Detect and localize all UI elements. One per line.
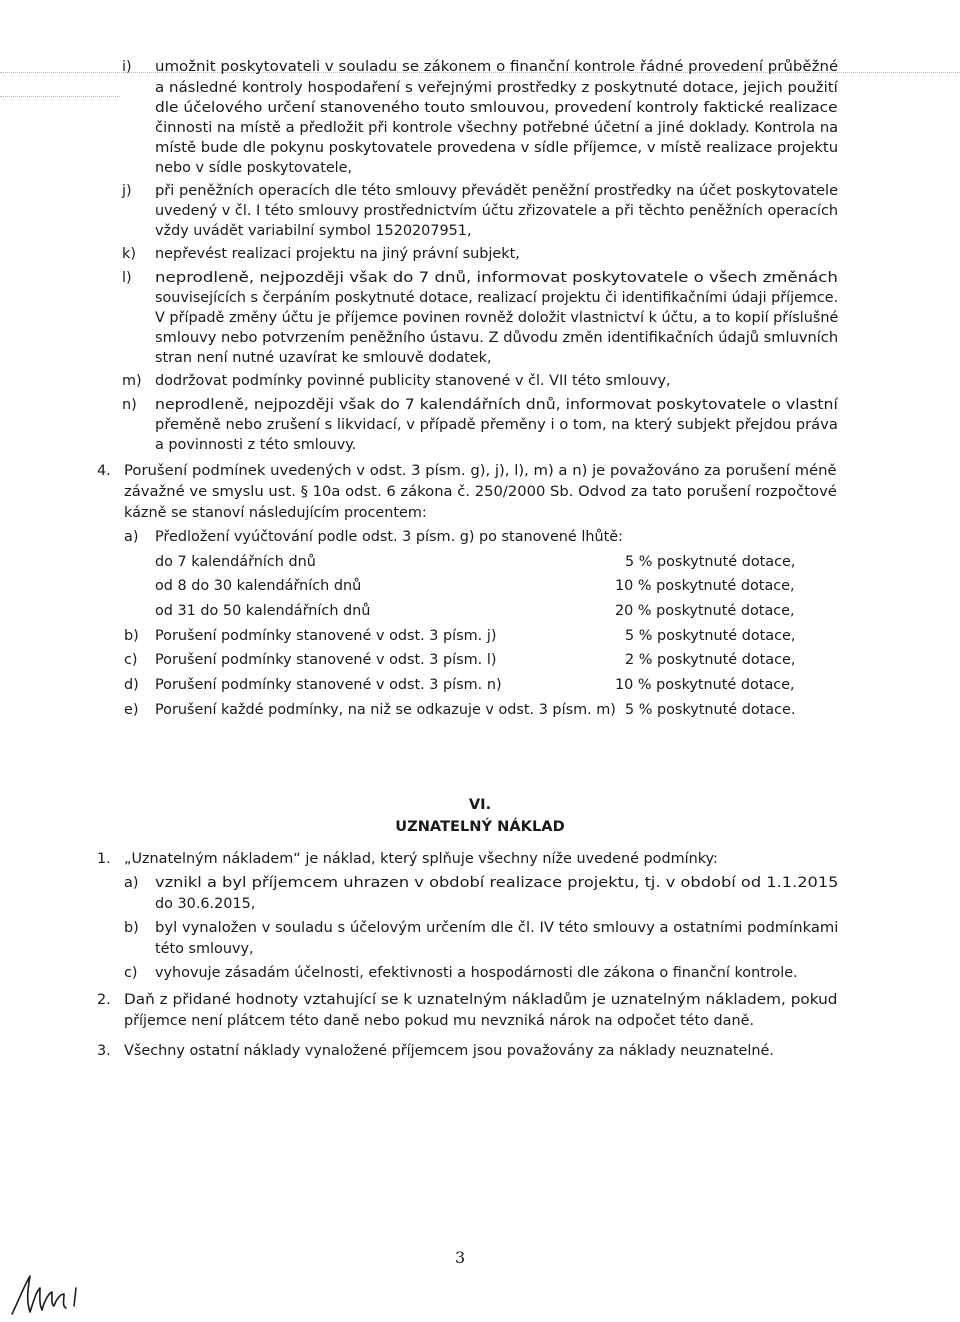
item-m-line: dodržovat podmínky povinné publicity stanovené v čl. VII této smlouvy, bbox=[155, 373, 671, 389]
item-j-line: vždy uvádět variabilní symbol 1520207951, bbox=[155, 223, 472, 239]
section6-p1-item-line: do 30.6.2015, bbox=[155, 896, 256, 912]
handwritten-initials-signature bbox=[6, 1272, 86, 1318]
item-i-line: místě bude dle pokynu poskytovatele provedena v sídle příjemce, v místě realizace projektu bbox=[155, 140, 839, 156]
penalty-row-pct: 20 % poskytnuté dotace, bbox=[615, 603, 795, 619]
point-number-3: 3. bbox=[97, 1043, 111, 1059]
section6-p1-item-label: c) bbox=[124, 965, 138, 981]
item-label-n: n) bbox=[122, 397, 137, 413]
penalty-row-label: d) bbox=[124, 677, 139, 693]
penalty-row-text: do 7 kalendářních dnů bbox=[155, 554, 316, 570]
section-title: UZNATELNÝ NÁKLAD bbox=[395, 818, 565, 835]
point4-a-text: Předložení vyúčtování podle odst. 3 písm. g) po stanovené lhůtě: bbox=[155, 529, 623, 545]
penalty-row-text: Porušení podmínky stanovené v odst. 3 písm. n) bbox=[155, 677, 502, 693]
section6-p3-line: Všechny ostatní náklady vynaložené příjemcem jsou považovány za náklady neuznatelné. bbox=[124, 1043, 774, 1059]
item-label-k: k) bbox=[122, 246, 136, 262]
item-l-line: neprodleně, nejpozději však do 7 dnů, informovat poskytovatele o všech změnách bbox=[155, 270, 838, 286]
item-i-line: dle účelového určení stanoveného touto smlouvou, provedení kontroly faktické realizace bbox=[155, 100, 838, 116]
scan-artifact-line bbox=[0, 96, 120, 97]
item-i-line: nebo v sídle poskytovatele, bbox=[155, 160, 353, 176]
point4-line: závažné ve smyslu ust. § 10a odst. 6 zákona č. 250/2000 Sb. Odvod za tato porušení rozpočtové bbox=[124, 484, 837, 500]
item-i-line: umožnit poskytovateli v souladu se zákonem o finanční kontrole řádné provedení průběžné bbox=[155, 59, 839, 75]
item-i-line: činnosti na místě a předložit při kontrole všechny potřebné účetní a jiné doklady. Kontrola na bbox=[155, 120, 839, 136]
penalty-row-pct: 10 % poskytnuté dotace, bbox=[615, 578, 795, 594]
penalty-row-label: b) bbox=[124, 628, 139, 644]
item-j-line: při peněžních operacích dle této smlouvy převádět peněžní prostředky na účet poskytovatele bbox=[155, 183, 839, 199]
point4-a-label: a) bbox=[124, 529, 139, 545]
penalty-row-text: Porušení každé podmínky, na niž se odkazuje v odst. 3 písm. m) bbox=[155, 702, 616, 718]
item-l-line: V případě změny účtu je příjemce povinen rovněž doložit vlastnictví k účtu, a to kopií příslušné bbox=[155, 310, 839, 326]
point-number-1: 1. bbox=[97, 851, 111, 867]
item-l-line: smlouvy nebo potvrzením peněžního ústavu. Z důvodu změn identifikačních údajů smluvních bbox=[155, 330, 839, 346]
item-label-i: i) bbox=[122, 59, 132, 75]
penalty-row-pct: 10 % poskytnuté dotace, bbox=[615, 677, 795, 693]
item-n-line: a povinnosti z této smlouvy. bbox=[155, 437, 357, 453]
point4-line: kázně se stanoví následujícím procentem: bbox=[124, 505, 427, 521]
section6-p1-item-line: vyhovuje zásadám účelnosti, efektivnosti a hospodárnosti dle zákona o finanční kontrole. bbox=[155, 965, 798, 981]
item-j-line: uvedený v čl. I této smlouvy prostřednictvím účtu zřizovatele a při těchto peněžních operacích bbox=[155, 203, 839, 219]
section6-p1-text: „Uznatelným nákladem“ je náklad, který splňuje všechny níže uvedené podmínky: bbox=[124, 851, 718, 867]
item-n-line: neprodleně, nejpozději však do 7 kalendářních dnů, informovat poskytovatele o vlastní bbox=[155, 397, 838, 413]
penalty-row-pct: 2 % poskytnuté dotace, bbox=[625, 652, 796, 668]
point-number-4: 4. bbox=[97, 463, 111, 479]
section6-p1-item-line: vznikl a byl příjemcem uhrazen v období realizace projektu, tj. v období od 1.1.2015 bbox=[155, 875, 839, 891]
penalty-row-text: od 8 do 30 kalendářních dnů bbox=[155, 578, 362, 594]
point-number-2: 2. bbox=[97, 992, 111, 1008]
item-k-line: nepřevést realizaci projektu na jiný právní subjekt, bbox=[155, 246, 520, 262]
item-l-line: souvisejících s čerpáním poskytnuté dotace, realizací projektu či identifikačními údaji příjemce. bbox=[155, 290, 839, 306]
section6-p1-item-label: b) bbox=[124, 920, 139, 936]
penalty-row-text: Porušení podmínky stanovené v odst. 3 písm. l) bbox=[155, 652, 497, 668]
item-n-line: přeměně nebo zrušení s likvidací, v případě přeměny i o tom, na který subjekt přejdou práva bbox=[155, 417, 838, 433]
penalty-row-label: e) bbox=[124, 702, 139, 718]
section6-p2-line: Daň z přidané hodnoty vztahující se k uznatelným nákladům je uznatelným nákladem, pokud bbox=[124, 992, 838, 1008]
item-l-line: stran není nutné uzavírat ke smlouvě dodatek, bbox=[155, 350, 492, 366]
item-label-j: j) bbox=[122, 183, 132, 199]
penalty-row-pct: 5 % poskytnuté dotace. bbox=[625, 702, 796, 718]
penalty-row-label: c) bbox=[124, 652, 138, 668]
point4-line: Porušení podmínek uvedených v odst. 3 písm. g), j), l), m) a n) je považováno za porušení méně bbox=[124, 463, 837, 479]
section6-p1-item-line: byl vynaložen v souladu s účelovým určením dle čl. IV této smlouvy a ostatními podmínkami bbox=[155, 920, 839, 936]
page-number: 3 bbox=[455, 1248, 466, 1267]
item-i-line: a následné kontroly hospodaření s veřejnými prostředky z poskytnuté dotace, jejich použití bbox=[155, 80, 838, 96]
penalty-row-pct: 5 % poskytnuté dotace, bbox=[625, 554, 796, 570]
penalty-row-text: od 31 do 50 kalendářních dnů bbox=[155, 603, 371, 619]
penalty-row-text: Porušení podmínky stanovené v odst. 3 písm. j) bbox=[155, 628, 497, 644]
penalty-row-pct: 5 % poskytnuté dotace, bbox=[625, 628, 796, 644]
section6-p2-line: příjemce není plátcem této daně nebo pokud mu nevzniká nárok na odpočet této daně. bbox=[124, 1013, 755, 1029]
item-label-m: m) bbox=[122, 373, 142, 389]
item-label-l: l) bbox=[122, 270, 132, 286]
section6-p1-item-line: této smlouvy, bbox=[155, 941, 254, 957]
section6-p1-item-label: a) bbox=[124, 875, 139, 891]
section-roman-numeral: VI. bbox=[468, 796, 492, 813]
